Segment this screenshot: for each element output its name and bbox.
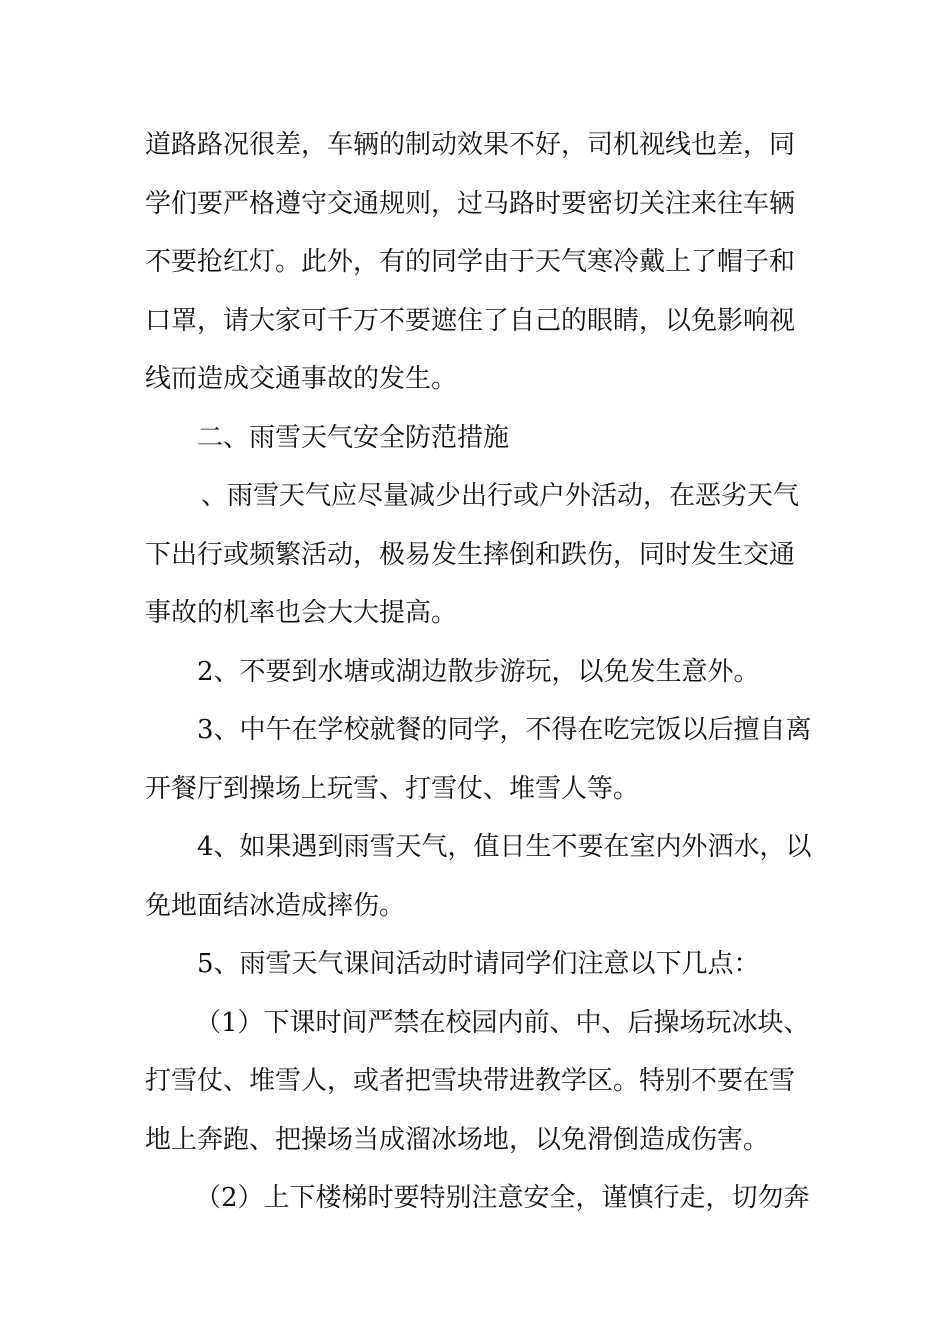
list-item-start: 2、不要到水塘或湖边散步游玩，以免发生意外。 bbox=[197, 656, 760, 687]
list-item-start: 5、雨雪天气课间活动时请同学们注意以下几点： bbox=[197, 949, 760, 979]
document-body bbox=[145, 116, 810, 1228]
text-line: 学们要严格遵守交通规则，过马路时要密切关注来往车辆 bbox=[145, 188, 796, 219]
sub-item-start: （2）上下楼梯时要特别注意安全，谨慎行走，切勿奔 bbox=[195, 1183, 810, 1213]
text-line: 地上奔跑、把操场当成溜冰场地，以免滑倒造成伤害。 bbox=[145, 1124, 770, 1155]
text-line: 口罩，请大家可千万不要遮住了自己的眼睛，以免影响视 bbox=[145, 305, 796, 336]
text-line: 道路路况很差，车辆的制动效果不好，司机视线也差，同 bbox=[145, 130, 796, 160]
text-line: 开餐厅到操场上玩雪、打雪仗、堆雪人等。 bbox=[145, 773, 640, 804]
list-item-start: 4、如果遇到雨雪天气，值日生不要在室内外洒水，以 bbox=[197, 832, 812, 862]
text-line: 线而造成交通事故的发生。 bbox=[145, 364, 458, 394]
sub-item-start: （1）下课时间严禁在校园内前、中、后操场玩冰块、 bbox=[195, 1007, 810, 1038]
text-line: 打雪仗、堆雪人，或者把雪块带进教学区。特别不要在雪 bbox=[145, 1066, 796, 1096]
section-heading: 二、雨雪天气安全防范措施 bbox=[197, 422, 510, 453]
text-line: 下出行或频繁活动，极易发生摔倒和跌伤，同时发生交通 bbox=[145, 539, 796, 570]
list-item-start: 3、中午在学校就餐的同学，不得在吃完饭以后擅自离 bbox=[197, 715, 812, 745]
text-line: 事故的机率也会大大提高。 bbox=[145, 598, 458, 628]
list-item-start: 、雨雪天气应尽量减少出行或户外活动，在恶劣天气 bbox=[201, 481, 800, 511]
text-line: 免地面结冰造成摔伤。 bbox=[145, 890, 406, 921]
text-line: 不要抢红灯。此外，有的同学由于天气寒冷戴上了帽子和 bbox=[145, 247, 796, 277]
